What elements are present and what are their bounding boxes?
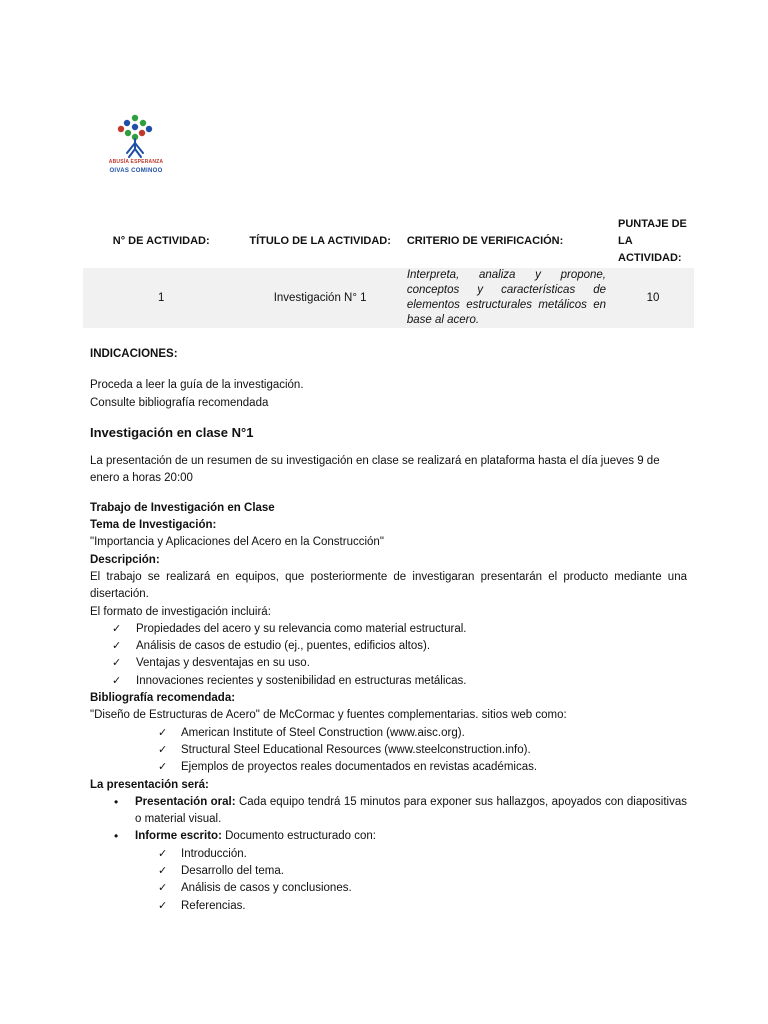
tree-logo-icon [101, 113, 169, 163]
check-icon: ✓ [112, 640, 122, 653]
bullet-icon: • [114, 829, 119, 844]
cell-verification-criterion: Interpreta, analiza y propone, conceptos y características de elementos estructurales metálicos en base al acero. [401, 268, 612, 328]
presentacion-list [90, 794, 687, 846]
formato-text: El formato de investigación incluirá: [90, 605, 271, 618]
list-item: ✓ Innovaciones recientes y sostenibilidad en estructuras metálicas. [90, 673, 687, 690]
check-icon: ✓ [112, 622, 122, 635]
list-item: ✓ Análisis de casos de estudio (ej., puentes, edificios altos). [90, 638, 687, 655]
check-icon: ✓ [158, 743, 168, 756]
list-item: ✓ Referencias. [90, 898, 687, 915]
tema-label: Tema de Investigación: [90, 519, 217, 532]
table-row [83, 268, 694, 328]
biblio-list [90, 725, 687, 777]
cell-activity-score: 10 [612, 268, 694, 328]
bullet-icon: • [114, 794, 119, 809]
check-icon: ✓ [158, 726, 168, 739]
cell-activity-title: Investigación N° 1 [239, 268, 400, 328]
cell-activity-number: 1 [83, 268, 239, 328]
list-item: ✓ American Institute of Steel Construction (www.aisc.org). [90, 725, 687, 742]
check-icon: ✓ [158, 882, 168, 895]
document-body [90, 346, 687, 915]
tema-text: "Importancia y Aplicaciones del Acero en la Construcción" [90, 536, 384, 549]
indicaciones-line-1: Proceda a leer la guía de la investigación. [90, 379, 304, 392]
list-item: • Informe escrito: Documento estructurado con: [90, 828, 687, 845]
investigacion-heading: Investigación en clase N°1 [90, 424, 254, 440]
informe-list [90, 846, 687, 915]
formato-list [90, 621, 687, 690]
list-item: ✓ Ejemplos de proyectos reales documentados en revistas académicas. [90, 759, 687, 776]
logo-caption-top: ABUSÍA ESPERANZA [108, 159, 164, 165]
trabajo-heading: Trabajo de Investigación en Clase [90, 501, 275, 514]
check-icon: ✓ [112, 657, 122, 670]
table-header-row [83, 214, 694, 268]
check-icon: ✓ [158, 899, 168, 912]
list-item: ✓ Ventajas y desventajas en su uso. [90, 655, 687, 672]
header-activity-number: N° DE ACTIVIDAD: [112, 235, 210, 247]
descripcion-label: Descripción: [90, 553, 160, 566]
check-icon: ✓ [158, 761, 168, 774]
list-item: ✓ Análisis de casos y conclusiones. [90, 880, 687, 897]
indicaciones-heading: INDICACIONES: [90, 348, 178, 360]
descripcion-text: El trabajo se realizará en equipos, que posteriormente de investigaran presentarán el producto mediante una disertación. [90, 570, 687, 601]
indicaciones-line-2: Consulte bibliografía recomendada [90, 396, 269, 409]
presentacion-label: La presentación será: [90, 778, 209, 791]
list-item: ✓ Structural Steel Educational Resources (www.steelconstruction.info). [90, 742, 687, 759]
check-icon: ✓ [112, 674, 122, 687]
biblio-label: Bibliografía recomendada: [90, 692, 236, 705]
investigacion-intro: La presentación de un resumen de su investigación en clase se realizará en plataforma hasta el día jueves 9 de enero a horas 20:00 [90, 455, 660, 485]
header-activity-score: PUNTAJE DE LA ACTIVIDAD: [618, 217, 687, 264]
logo-caption-bottom: OIVAS COMINOO [109, 168, 163, 174]
header-activity-title: TÍTULO DE LA ACTIVIDAD: [249, 235, 391, 247]
check-icon: ✓ [158, 865, 168, 878]
biblio-text: "Diseño de Estructuras de Acero" de McCormac y fuentes complementarias. sitios web como: [90, 709, 567, 722]
check-icon: ✓ [158, 847, 168, 860]
list-item: ✓ Propiedades del acero y su relevancia como material estructural. [90, 621, 687, 638]
activity-table [83, 214, 694, 328]
list-item: • Presentación oral: Cada equipo tendrá 15 minutos para exponer sus hallazgos, apoyados con diapositivas o material visual. [114, 794, 687, 826]
list-item: ✓ Introducción. [90, 846, 687, 863]
list-item: ✓ Desarrollo del tema. [90, 863, 687, 880]
header-verification-criterion: CRITERIO DE VERIFICACIÓN: [406, 235, 564, 247]
